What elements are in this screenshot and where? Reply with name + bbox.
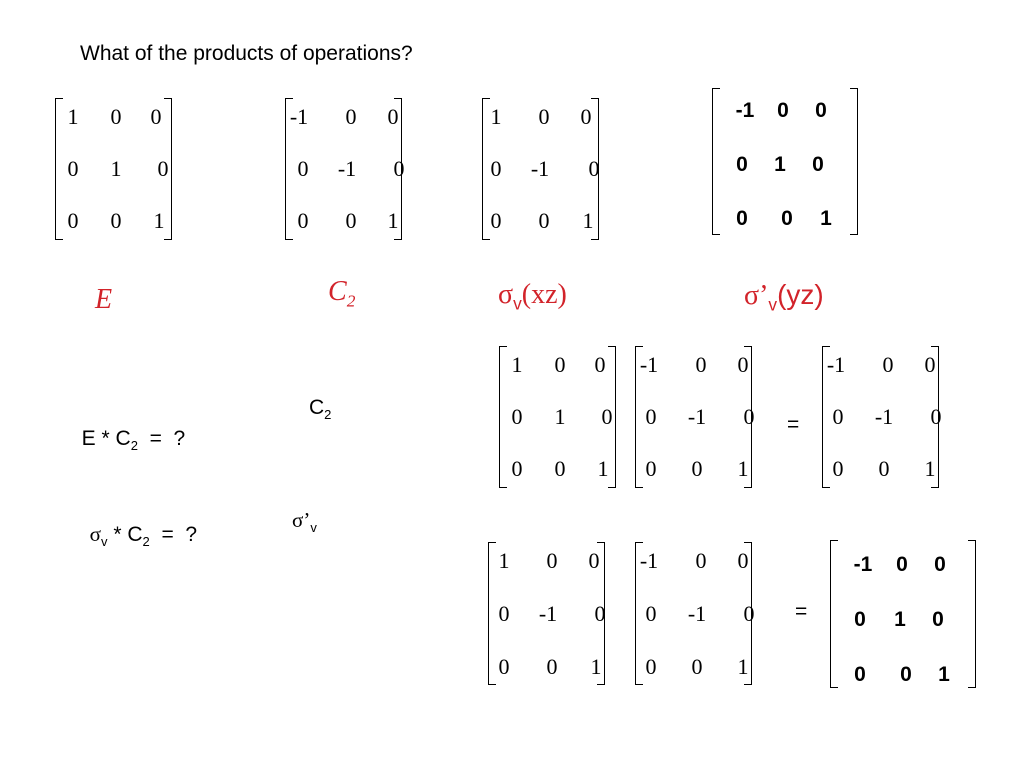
matrix-cell: 0	[554, 456, 566, 481]
matrix-cell: -1	[826, 352, 846, 377]
matrix-cell: 0	[110, 104, 122, 129]
matrix-sigma-v-xz	[482, 98, 599, 240]
product-1-equals: =	[787, 413, 800, 436]
left-bracket	[488, 542, 496, 685]
left-bracket	[712, 88, 720, 235]
question-2	[78, 498, 197, 549]
right-bracket	[850, 88, 858, 235]
matrix-cell: 1	[153, 208, 165, 233]
product-1-result-matrix	[822, 346, 942, 488]
matrix-cell: 0	[736, 153, 748, 176]
matrix-cell: 0	[588, 548, 600, 573]
label-C2	[328, 276, 355, 312]
sigma-prime-sub: v	[768, 294, 778, 315]
matrix-cell: 1	[938, 663, 950, 686]
matrix-cell: 1	[894, 608, 906, 631]
matrix-cell: -1	[874, 404, 894, 429]
matrix-cell: 0	[736, 207, 748, 230]
matrix-cell: 1	[590, 654, 602, 679]
product-2-matrix-A	[488, 542, 605, 685]
matrix-cell: 0	[854, 608, 866, 631]
matrix-cell: -1	[639, 352, 659, 377]
matrix-cell: 0	[498, 601, 510, 626]
answer-1-sub: 2	[324, 407, 332, 423]
matrix-cell: 0	[832, 456, 844, 481]
matrix-cell: 0	[580, 104, 592, 129]
matrix-cell: -1	[289, 104, 309, 129]
matrix-cell: 0	[781, 207, 793, 230]
matrix-cell: 0	[594, 601, 606, 626]
sigma-arg: (xz)	[521, 279, 567, 310]
question-2-mid: * C	[107, 523, 143, 546]
matrix-cell: 0	[490, 208, 502, 233]
matrix-cell: 0	[832, 404, 844, 429]
matrix-cell: 1	[554, 404, 566, 429]
matrix-cell: 0	[588, 156, 600, 181]
label-E	[95, 284, 112, 316]
matrix-cell: 1	[511, 352, 523, 377]
matrix-cell: -1	[687, 601, 707, 626]
matrix-cell: 0	[157, 156, 169, 181]
matrix-cell: 0	[387, 104, 399, 129]
matrix-cell: 0	[393, 156, 405, 181]
matrix-cell: 1	[490, 104, 502, 129]
matrix-cell: -1	[735, 99, 755, 122]
question-2-sub: 2	[142, 534, 150, 550]
matrix-cell: 1	[110, 156, 122, 181]
matrix-cell: 0	[815, 99, 827, 122]
matrix-cell: 0	[297, 208, 309, 233]
answer-1-text: C	[309, 396, 325, 419]
product-2-matrix-B	[635, 542, 755, 685]
matrix-cell: 0	[743, 601, 755, 626]
matrix-cell: 0	[538, 208, 550, 233]
matrix-cell: 0	[297, 156, 309, 181]
sigma-sub: v	[513, 293, 522, 314]
matrix-cell: 0	[737, 352, 749, 377]
matrix-cell: -1	[337, 156, 357, 181]
matrix-cell: 0	[546, 548, 558, 573]
matrix-cell: 1	[582, 208, 594, 233]
matrix-cell: 0	[345, 104, 357, 129]
label-E-text: E	[95, 284, 113, 315]
label-sigma-v-xz	[498, 279, 567, 315]
answer-1	[309, 396, 331, 422]
matrix-cell: 0	[490, 156, 502, 181]
left-bracket	[499, 346, 507, 488]
matrix-cell: 0	[546, 654, 558, 679]
matrix-cell: 0	[695, 352, 707, 377]
answer-2-sigma: σ’	[292, 508, 311, 532]
question-1-sub: 2	[130, 438, 138, 454]
label-C-text: C	[328, 276, 347, 307]
left-bracket	[830, 540, 838, 688]
label-sigma-prime-v-yz	[744, 279, 824, 316]
matrix-cell: 0	[777, 99, 789, 122]
label-C-sub: 2	[346, 291, 356, 311]
matrix-cell: 0	[498, 654, 510, 679]
matrix-cell: 0	[511, 404, 523, 429]
matrix-cell: 1	[67, 104, 79, 129]
matrix-cell: -1	[538, 601, 558, 626]
matrix-cell: 0	[882, 352, 894, 377]
matrix-sigma-prime-v-yz	[712, 88, 858, 235]
question-1-right: = ?	[137, 427, 186, 450]
matrix-cell: 0	[878, 456, 890, 481]
matrix-cell: 0	[345, 208, 357, 233]
matrix-cell: 0	[150, 104, 162, 129]
matrix-cell: 0	[854, 663, 866, 686]
matrix-cell: -1	[639, 548, 659, 573]
matrix-cell: 0	[691, 456, 703, 481]
matrix-cell: 0	[511, 456, 523, 481]
left-bracket	[55, 98, 63, 240]
product-1-matrix-B	[635, 346, 755, 488]
matrix-cell: 0	[645, 404, 657, 429]
matrix-cell: 0	[594, 352, 606, 377]
matrix-cell: 1	[924, 456, 936, 481]
sigma-prime-symbol: σ’	[744, 280, 769, 311]
question-1-left: E * C	[81, 427, 131, 450]
matrix-cell: 0	[737, 548, 749, 573]
matrix-cell: 1	[737, 456, 749, 481]
matrix-cell: 0	[691, 654, 703, 679]
matrix-cell: 0	[896, 553, 908, 576]
sigma-prime-arg: (yz)	[777, 279, 824, 310]
matrix-cell: 0	[812, 153, 824, 176]
matrix-C2	[285, 98, 405, 240]
matrix-cell: -1	[853, 553, 873, 576]
matrix-cell: 0	[743, 404, 755, 429]
right-bracket	[968, 540, 976, 688]
question-2-right: = ?	[149, 523, 198, 546]
matrix-E	[55, 98, 172, 240]
product-1-matrix-A	[499, 346, 616, 488]
matrix-cell: 0	[924, 352, 936, 377]
matrix-cell: 0	[601, 404, 613, 429]
matrix-cell: 0	[110, 208, 122, 233]
page-title: What of the products of operations?	[80, 42, 413, 65]
left-bracket	[482, 98, 490, 240]
question-2-sigma: σ	[89, 522, 101, 546]
matrix-cell: 0	[900, 663, 912, 686]
matrix-cell: 1	[597, 456, 609, 481]
matrix-cell: 1	[498, 548, 510, 573]
matrix-cell: 0	[934, 553, 946, 576]
matrix-cell: 0	[695, 548, 707, 573]
product-2-equals: =	[795, 600, 808, 623]
matrix-cell: 0	[67, 208, 79, 233]
answer-2	[292, 508, 317, 535]
matrix-cell: -1	[687, 404, 707, 429]
answer-2-sub: v	[310, 520, 317, 536]
matrix-cell: 0	[645, 456, 657, 481]
matrix-cell: 1	[737, 654, 749, 679]
matrix-cell: 1	[774, 153, 786, 176]
matrix-cell: 0	[932, 608, 944, 631]
product-2-result-matrix	[830, 540, 976, 688]
question-2-sigma-sub: v	[101, 534, 108, 550]
matrix-cell: 0	[554, 352, 566, 377]
matrix-cell: 0	[538, 104, 550, 129]
matrix-cell: 0	[645, 601, 657, 626]
matrix-cell: 0	[930, 404, 942, 429]
matrix-cell: 1	[820, 207, 832, 230]
matrix-cell: 1	[387, 208, 399, 233]
question-1	[70, 403, 185, 453]
matrix-cell: 0	[645, 654, 657, 679]
matrix-cell: -1	[530, 156, 550, 181]
matrix-cell: 0	[67, 156, 79, 181]
sigma-symbol: σ	[498, 279, 514, 310]
